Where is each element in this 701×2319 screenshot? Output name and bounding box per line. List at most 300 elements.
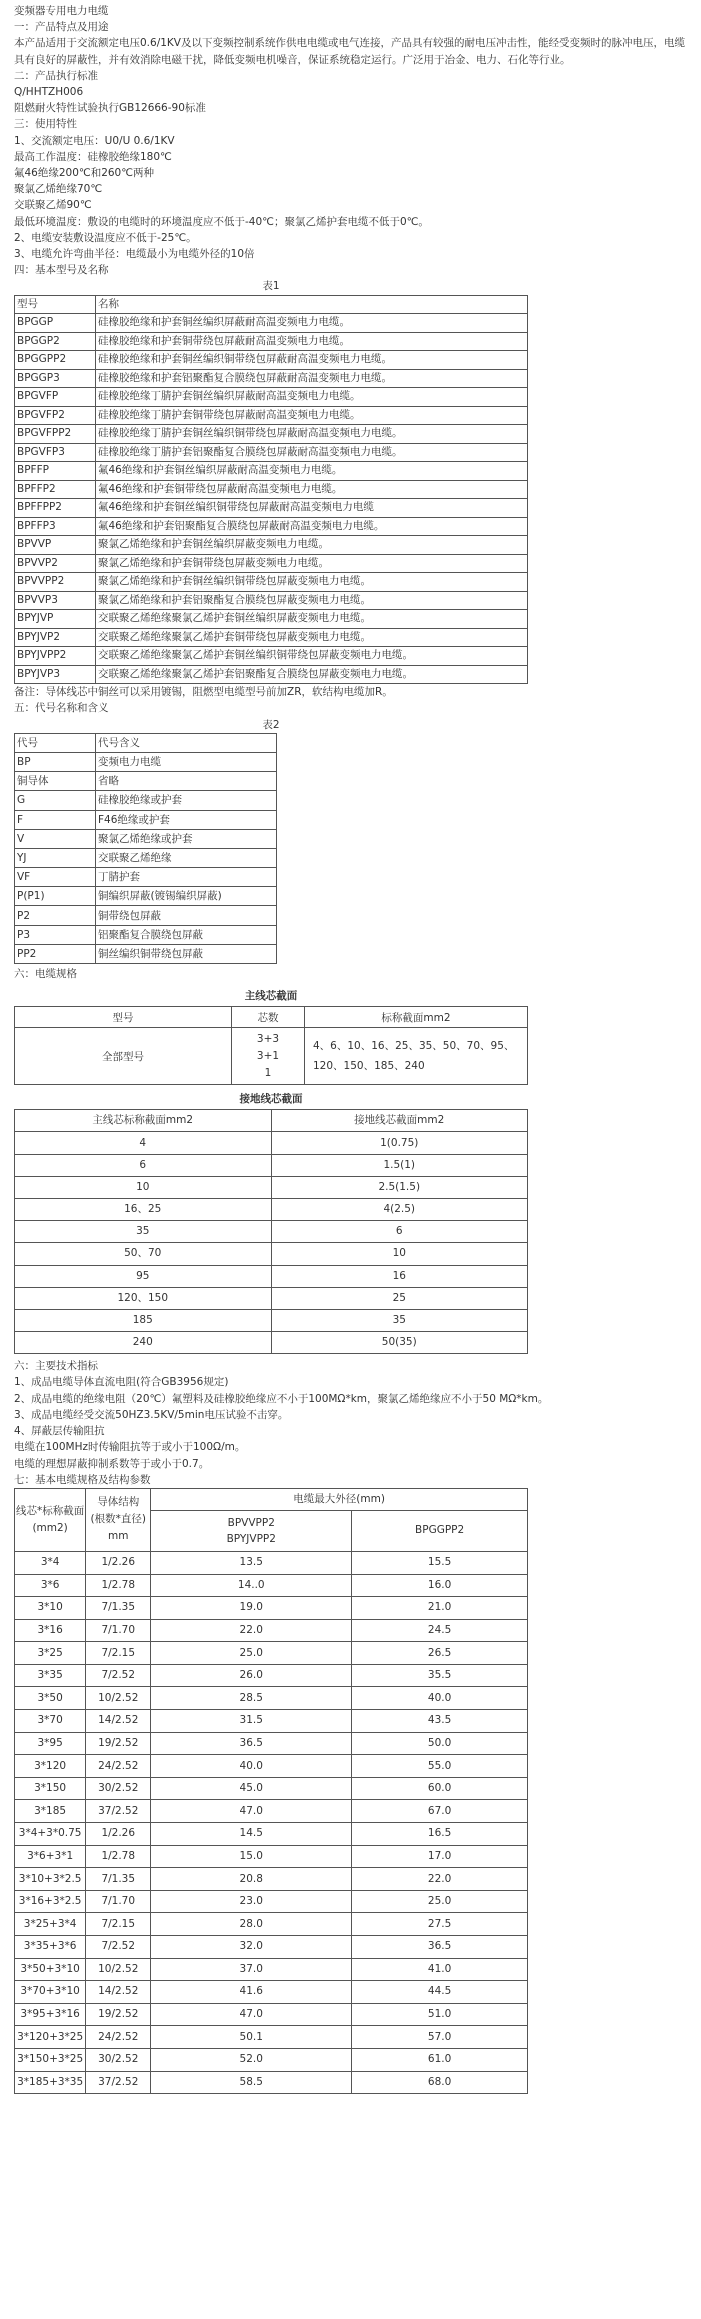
t3-cores	[232, 1028, 305, 1085]
tech-item: 3、成品电缆经受交流50HZ3.5KV/5min电压试验不击穿。	[14, 1408, 289, 1421]
table-row	[15, 1913, 528, 1936]
section-4-heading: 四：基本型号及名称	[14, 264, 109, 277]
t2-code-cell: F	[15, 810, 96, 829]
main-core-title: 主线芯截面	[244, 990, 298, 1003]
t5-spec-cell: 3*10	[15, 1597, 86, 1620]
t5-od-bpvv-cell: 22.0	[151, 1619, 352, 1642]
t5-od-bpvv-cell: 41.6	[151, 1981, 352, 2004]
ground-core-table	[14, 1109, 528, 1354]
table-row	[15, 536, 528, 555]
t5-od-bpvv-cell: 47.0	[151, 2003, 352, 2026]
t4-ground-cell: 50(35)	[271, 1332, 528, 1354]
t5-conductor-cell: 10/2.52	[86, 1687, 151, 1710]
ground-core-title: 接地线芯截面	[239, 1093, 303, 1106]
table-row	[15, 462, 528, 481]
table-row	[15, 351, 528, 370]
t4-ground-cell: 2.5(1.5)	[271, 1176, 528, 1198]
t1-model-cell: BPFFP2	[15, 480, 96, 499]
t1-name-cell: 聚氯乙烯绝缘和护套铜丝编织铜带绕包屏蔽变频电力电缆。	[96, 573, 528, 592]
table-row	[15, 480, 528, 499]
usage-item: 聚氯乙烯绝缘70℃	[14, 183, 103, 196]
table-row	[15, 1332, 528, 1354]
t5-od-bpvv-cell: 47.0	[151, 1800, 352, 1823]
t5-spec-cell: 3*10+3*2.5	[15, 1868, 86, 1891]
table-row	[15, 1687, 528, 1710]
t5-header-conductor	[86, 1488, 151, 1551]
table-row	[15, 554, 528, 573]
t4-main-cell: 185	[15, 1309, 272, 1331]
t5-conductor-cell: 7/1.35	[86, 1597, 151, 1620]
table-row	[15, 1642, 528, 1665]
table-row	[15, 810, 277, 829]
table-row	[15, 1800, 528, 1823]
table-row	[15, 1243, 528, 1265]
table-row	[15, 388, 528, 407]
table-row	[15, 1868, 528, 1891]
t1-model-cell: BPYJVP	[15, 610, 96, 629]
t5-od-bpvv-cell: 45.0	[151, 1777, 352, 1800]
t1-name-cell: 硅橡胶绝缘和护套铜丝编织铜带绕包屏蔽耐高温变频电力电缆。	[96, 351, 528, 370]
t5-od-bpgg-cell: 22.0	[352, 1868, 528, 1891]
t2-meaning-cell: 变频电力电缆	[96, 752, 277, 771]
t5-header-col4: BPGGPP2	[352, 1510, 528, 1551]
t5-od-bpvv-cell: 14.5	[151, 1823, 352, 1846]
t4-main-cell: 240	[15, 1332, 272, 1354]
section-2-heading: 二：产品执行标准	[14, 69, 98, 82]
t5-od-bpgg-cell: 44.5	[352, 1981, 528, 2004]
t4-header-ground: 接地线芯截面mm2	[271, 1110, 528, 1132]
section-1-paragraph: 本产品适用于交流额定电压0.6/1KV及以下变频控制系统作供电电缆或电气连接，产品具有较强的耐电压冲击性，能经受变频时的脉冲电压，电缆具有良好的屏蔽性，并有效消除电磁干扰，降低变频电机噪音，保证系统稳定运行。广泛用于冶金、电力、石化等行业。	[14, 37, 685, 66]
t2-code-cell: PP2	[15, 944, 96, 963]
t4-main-cell: 95	[15, 1265, 272, 1287]
table-row	[15, 665, 528, 684]
section-1-heading: 一：产品特点及用途	[14, 21, 109, 34]
t2-code-cell: BP	[15, 752, 96, 771]
t5-conductor-cell: 7/1.35	[86, 1868, 151, 1891]
t5-od-bpgg-cell: 36.5	[352, 1936, 528, 1959]
t1-model-cell: BPGGP2	[15, 332, 96, 351]
t5-spec-cell: 3*25+3*4	[15, 1913, 86, 1936]
t1-name-cell: 交联聚乙烯绝缘聚氯乙烯护套铜带绕包屏蔽变频电力电缆。	[96, 628, 528, 647]
t5-conductor-cell: 14/2.52	[86, 1981, 151, 2004]
table-row	[15, 1221, 528, 1243]
t5-conductor-cell: 1/2.26	[86, 1823, 151, 1846]
t5-spec-cell: 3*50+3*10	[15, 1958, 86, 1981]
t4-ground-cell: 1.5(1)	[271, 1154, 528, 1176]
t5-conductor-cell: 7/2.52	[86, 1936, 151, 1959]
table-row	[15, 517, 528, 536]
section-3-heading: 三：使用特性	[14, 118, 77, 131]
t5-spec-cell: 3*35+3*6	[15, 1936, 86, 1959]
t3-core: 3+1	[256, 1049, 280, 1062]
table-row	[15, 1132, 528, 1154]
t1-header-name: 名称	[96, 295, 528, 314]
t5-conductor-cell: 7/2.52	[86, 1664, 151, 1687]
table-row	[15, 1664, 528, 1687]
t1-model-cell: BPGVFP3	[15, 443, 96, 462]
t2-meaning-cell: 聚氯乙烯绝缘或护套	[96, 829, 277, 848]
t1-name-cell: 硅橡胶绝缘丁腈护套铝聚酯复合膜绕包屏蔽耐高温变频电力电缆。	[96, 443, 528, 462]
t1-name-cell: 硅橡胶绝缘丁腈护套铜丝编织铜带绕包屏蔽耐高温变频电力电缆。	[96, 425, 528, 444]
table-row	[15, 2048, 528, 2071]
t1-name-cell: 氟46绝缘和护套铝聚酯复合膜绕包屏蔽耐高温变频电力电缆。	[96, 517, 528, 536]
t5-od-bpgg-cell: 51.0	[352, 2003, 528, 2026]
t2-code-cell: V	[15, 829, 96, 848]
t5-od-bpvv-cell: 32.0	[151, 1936, 352, 1959]
t5-od-bpgg-cell: 35.5	[352, 1664, 528, 1687]
t5-od-bpvv-cell: 25.0	[151, 1642, 352, 1665]
t1-model-cell: BPGVFP2	[15, 406, 96, 425]
t3-sections: 4、6、10、16、25、35、50、70、95、120、150、185、240	[305, 1028, 528, 1085]
t1-name-cell: 硅橡胶绝缘和护套铜丝编织屏蔽耐高温变频电力电缆。	[96, 314, 528, 333]
t4-main-cell: 50、70	[15, 1243, 272, 1265]
t5-od-bpgg-cell: 67.0	[352, 1800, 528, 1823]
usage-item: 3、电缆允许弯曲半径：电缆最小为电缆外径的10倍	[14, 248, 255, 261]
tech-item: 2、成品电缆的绝缘电阻（20℃）氟塑料及硅橡胶绝缘应不小于100MΩ*km，聚氯乙烯绝缘应不小于50 MΩ*km。	[14, 1392, 549, 1405]
t4-main-cell: 16、25	[15, 1198, 272, 1220]
t1-name-cell: 聚氯乙烯绝缘和护套铜丝编织屏蔽变频电力电缆。	[96, 536, 528, 555]
t5-od-bpgg-cell: 57.0	[352, 2026, 528, 2049]
t4-main-cell: 120、150	[15, 1287, 272, 1309]
table-row	[15, 887, 277, 906]
t3-core: 1	[264, 1066, 272, 1079]
t5-od-bpgg-cell: 55.0	[352, 1755, 528, 1778]
usage-item: 最高工作温度：硅橡胶绝缘180℃	[14, 150, 172, 163]
t2-code-cell: G	[15, 791, 96, 810]
t1-model-cell: BPYJVP2	[15, 628, 96, 647]
t5-conductor-cell: 7/2.15	[86, 1642, 151, 1665]
t5-od-bpvv-cell: 23.0	[151, 1890, 352, 1913]
t5-od-bpvv-cell: 28.0	[151, 1913, 352, 1936]
t5-spec-cell: 3*150	[15, 1777, 86, 1800]
t5-od-bpgg-cell: 68.0	[352, 2071, 528, 2094]
table-row	[15, 2071, 528, 2094]
t3-core: 3+3	[256, 1032, 280, 1045]
table-row	[15, 868, 277, 887]
table-row	[15, 332, 528, 351]
t2-meaning-cell: 省略	[96, 772, 277, 791]
table-row	[15, 1981, 528, 2004]
table-row	[15, 1597, 528, 1620]
t2-meaning-cell: 铜丝编织铜带绕包屏蔽	[96, 944, 277, 963]
t5-od-bpgg-cell: 16.0	[352, 1574, 528, 1597]
t5-od-bpgg-cell: 61.0	[352, 2048, 528, 2071]
table-row	[15, 1958, 528, 1981]
t1-model-cell: BPYJVPP2	[15, 647, 96, 666]
t1-name-cell: 氟46绝缘和护套铜丝编织铜带绕包屏蔽耐高温变频电力电缆	[96, 499, 528, 518]
t5-spec-cell: 3*70	[15, 1710, 86, 1733]
t5-od-bpgg-cell: 17.0	[352, 1845, 528, 1868]
t5-od-bpgg-cell: 25.0	[352, 1890, 528, 1913]
t5-spec-cell: 3*16	[15, 1619, 86, 1642]
t1-name-cell: 硅橡胶绝缘丁腈护套铜丝编织屏蔽耐高温变频电力电缆。	[96, 388, 528, 407]
tech-item: 1、成品电缆导体直流电阻(符合GB3956规定)	[14, 1376, 229, 1389]
tech-item: 电缆的理想屏蔽抑制系数等于或小于0.7。	[14, 1457, 210, 1470]
t5-conductor-cell: 1/2.26	[86, 1551, 151, 1574]
table-row	[15, 906, 277, 925]
t5-conductor-cell: 30/2.52	[86, 1777, 151, 1800]
table-row	[15, 647, 528, 666]
t4-ground-cell: 1(0.75)	[271, 1132, 528, 1154]
t1-model-cell: BPGVFPP2	[15, 425, 96, 444]
t5-conductor-cell: 14/2.52	[86, 1710, 151, 1733]
t5-spec-cell: 3*95+3*16	[15, 2003, 86, 2026]
t5-conductor-cell: 7/1.70	[86, 1890, 151, 1913]
table-1-caption: 表1	[262, 280, 280, 293]
table-row	[15, 1732, 528, 1755]
t2-meaning-cell: 铜编织屏蔽(镀锡编织屏蔽)	[96, 887, 277, 906]
t3-header-section: 标称截面mm2	[305, 1007, 528, 1028]
t5-spec-cell: 3*25	[15, 1642, 86, 1665]
table-row	[15, 1198, 528, 1220]
t5-conductor-cell: 24/2.52	[86, 1755, 151, 1778]
t5-od-bpvv-cell: 20.8	[151, 1868, 352, 1891]
t5-od-bpvv-cell: 31.5	[151, 1710, 352, 1733]
t5-od-bpgg-cell: 27.5	[352, 1913, 528, 1936]
t1-model-cell: BPFFP	[15, 462, 96, 481]
t5-conductor-cell: 1/2.78	[86, 1574, 151, 1597]
t5-od-bpvv-cell: 40.0	[151, 1755, 352, 1778]
t5-od-bpvv-cell: 36.5	[151, 1732, 352, 1755]
table-row	[15, 1823, 528, 1846]
table-row	[15, 1309, 528, 1331]
table-row	[15, 2026, 528, 2049]
table-row	[15, 314, 528, 333]
t1-model-cell: BPVVP	[15, 536, 96, 555]
t4-header-main: 主线芯标称截面mm2	[15, 1110, 272, 1132]
t5-od-bpvv-cell: 26.0	[151, 1664, 352, 1687]
table-row	[15, 944, 277, 963]
t2-meaning-cell: F46绝缘或护套	[96, 810, 277, 829]
t5-od-bpgg-cell: 21.0	[352, 1597, 528, 1620]
t5-header-cond-line: 导体结构	[97, 1496, 140, 1509]
tech-item: 电缆在100MHz时传输阻抗等于或小于100Ω/m。	[14, 1441, 246, 1454]
t1-model-cell: BPGVFP	[15, 388, 96, 407]
t5-od-bpvv-cell: 52.0	[151, 2048, 352, 2071]
table-row	[15, 1265, 528, 1287]
t5-od-bpvv-cell: 14..0	[151, 1574, 352, 1597]
t5-header-col3-line: BPVVPP2	[227, 1516, 275, 1529]
table-row	[15, 1777, 528, 1800]
t1-name-cell: 交联聚乙烯绝缘聚氯乙烯护套铜丝编织铜带绕包屏蔽变频电力电缆。	[96, 647, 528, 666]
table-row	[15, 1845, 528, 1868]
doc-title: 变频器专用电力电缆	[14, 5, 109, 17]
t2-header-meaning: 代号含义	[96, 733, 277, 752]
table-row	[15, 1287, 528, 1309]
t5-spec-cell: 3*16+3*2.5	[15, 1890, 86, 1913]
t3-model: 全部型号	[15, 1028, 232, 1085]
t5-conductor-cell: 19/2.52	[86, 2003, 151, 2026]
tech-item: 4、屏蔽层传输阻抗	[14, 1425, 105, 1438]
t5-spec-cell: 3*35	[15, 1664, 86, 1687]
t1-header-model: 型号	[15, 295, 96, 314]
table-row	[15, 425, 528, 444]
t1-model-cell: BPFFPP2	[15, 499, 96, 518]
t1-model-cell: BPGGP	[15, 314, 96, 333]
t2-meaning-cell: 交联聚乙烯绝缘	[96, 848, 277, 867]
section-6-heading: 六：电缆规格	[14, 968, 77, 981]
usage-item: 氟46绝缘200℃和260℃两种	[14, 167, 155, 180]
t5-od-bpgg-cell: 41.0	[352, 1958, 528, 1981]
section-7-heading: 七：基本电缆规格及结构参数	[14, 1473, 151, 1486]
t2-header-code: 代号	[15, 733, 96, 752]
t5-od-bpgg-cell: 40.0	[352, 1687, 528, 1710]
t5-od-bpvv-cell: 58.5	[151, 2071, 352, 2094]
t5-spec-cell: 3*6	[15, 1574, 86, 1597]
t5-od-bpvv-cell: 19.0	[151, 1597, 352, 1620]
t5-od-bpgg-cell: 16.5	[352, 1823, 528, 1846]
t3-header-cores: 芯数	[232, 1007, 305, 1028]
t4-ground-cell: 35	[271, 1309, 528, 1331]
t1-name-cell: 硅橡胶绝缘丁腈护套铜带绕包屏蔽耐高温变频电力电缆。	[96, 406, 528, 425]
t5-header-od: 电缆最大外径(mm)	[151, 1488, 528, 1510]
usage-item: 2、电缆安装敷设温度应不低于-25℃。	[14, 231, 197, 244]
t1-model-cell: BPVVP3	[15, 591, 96, 610]
table-row	[15, 1619, 528, 1642]
t1-model-cell: BPVVP2	[15, 554, 96, 573]
t5-header-col3-line: BPYJVPP2	[226, 1532, 276, 1545]
table-row	[15, 406, 528, 425]
t4-main-cell: 4	[15, 1132, 272, 1154]
t4-main-cell: 35	[15, 1221, 272, 1243]
t1-model-cell: BPFFP3	[15, 517, 96, 536]
t5-conductor-cell: 37/2.52	[86, 2071, 151, 2094]
table-row	[15, 2003, 528, 2026]
t5-od-bpvv-cell: 37.0	[151, 1958, 352, 1981]
t5-header-col3	[151, 1510, 352, 1551]
t5-od-bpvv-cell: 13.5	[151, 1551, 352, 1574]
t5-spec-cell: 3*70+3*10	[15, 1981, 86, 2004]
table-2-caption: 表2	[262, 718, 280, 731]
t5-header-spec-line: 线芯*标称截面	[16, 1504, 85, 1517]
t5-od-bpvv-cell: 28.5	[151, 1687, 352, 1710]
table-row	[15, 1890, 528, 1913]
t1-name-cell: 交联聚乙烯绝缘聚氯乙烯护套铜丝编织屏蔽变频电力电缆。	[96, 610, 528, 629]
t2-code-cell: YJ	[15, 848, 96, 867]
usage-item: 最低环境温度：敷设的电缆时的环境温度应不低于-40℃；聚氯乙烯护套电缆不低于0℃。	[14, 215, 429, 228]
t2-meaning-cell: 丁腈护套	[96, 868, 277, 887]
t4-ground-cell: 10	[271, 1243, 528, 1265]
t5-spec-cell: 3*4	[15, 1551, 86, 1574]
t1-name-cell: 氟46绝缘和护套铜丝编织屏蔽耐高温变频电力电缆。	[96, 462, 528, 481]
t5-od-bpgg-cell: 60.0	[352, 1777, 528, 1800]
t5-conductor-cell: 19/2.52	[86, 1732, 151, 1755]
t1-name-cell: 聚氯乙烯绝缘和护套铜带绕包屏蔽变频电力电缆。	[96, 554, 528, 573]
t3-header-model: 型号	[15, 1007, 232, 1028]
t5-spec-cell: 3*95	[15, 1732, 86, 1755]
t2-meaning-cell: 铝聚酯复合膜绕包屏蔽	[96, 925, 277, 944]
table-row	[15, 1574, 528, 1597]
table-row	[15, 1551, 528, 1574]
t2-code-cell: VF	[15, 868, 96, 887]
t2-code-cell: 铜导体	[15, 772, 96, 791]
model-table	[14, 295, 528, 685]
t5-spec-cell: 3*185	[15, 1800, 86, 1823]
table-row	[15, 925, 277, 944]
table-row	[15, 610, 528, 629]
t5-header-cond-line: mm	[108, 1530, 129, 1543]
t5-spec-cell: 3*4+3*0.75	[15, 1823, 86, 1846]
table-row	[15, 791, 277, 810]
t5-header-spec	[15, 1488, 86, 1551]
table-row	[15, 1176, 528, 1198]
t5-header-cond-line: (根数*直径)	[90, 1513, 146, 1526]
t5-spec-cell: 3*150+3*25	[15, 2048, 86, 2071]
usage-item: 1、交流额定电压：U0/U 0.6/1KV	[14, 134, 175, 147]
table-row	[15, 829, 277, 848]
t4-main-cell: 6	[15, 1154, 272, 1176]
t5-conductor-cell: 7/2.15	[86, 1913, 151, 1936]
fire-standard: 阻燃耐火特性试验执行GB12666-90标准	[14, 102, 206, 115]
t1-model-cell: BPYJVP3	[15, 665, 96, 684]
t1-model-cell: BPVVPP2	[15, 573, 96, 592]
table-row	[15, 573, 528, 592]
t4-ground-cell: 4(2.5)	[271, 1198, 528, 1220]
t1-name-cell: 硅橡胶绝缘和护套铜带绕包屏蔽耐高温变频电力电缆。	[96, 332, 528, 351]
t1-name-cell: 聚氯乙烯绝缘和护套铝聚酯复合膜绕包屏蔽变频电力电缆。	[96, 591, 528, 610]
table-row	[15, 848, 277, 867]
table-row	[15, 443, 528, 462]
t5-od-bpgg-cell: 50.0	[352, 1732, 528, 1755]
t5-spec-cell: 3*120	[15, 1755, 86, 1778]
t2-code-cell: P(P1)	[15, 887, 96, 906]
table-row	[15, 772, 277, 791]
tech-index-list	[14, 1374, 687, 1471]
table-row	[15, 1936, 528, 1959]
t5-od-bpgg-cell: 26.5	[352, 1642, 528, 1665]
t5-spec-cell: 3*6+3*1	[15, 1845, 86, 1868]
t5-conductor-cell: 10/2.52	[86, 1958, 151, 1981]
t1-model-cell: BPGGPP2	[15, 351, 96, 370]
t1-model-cell: BPGGP3	[15, 369, 96, 388]
main-core-table	[14, 1006, 528, 1085]
table-row	[15, 591, 528, 610]
t4-ground-cell: 16	[271, 1265, 528, 1287]
table-row	[15, 1755, 528, 1778]
section-5-heading: 五：代号名称和含义	[14, 702, 109, 715]
t5-od-bpgg-cell: 15.5	[352, 1551, 528, 1574]
t4-ground-cell: 25	[271, 1287, 528, 1309]
table-row	[15, 369, 528, 388]
table-row	[15, 499, 528, 518]
t4-ground-cell: 6	[271, 1221, 528, 1243]
t2-meaning-cell: 铜带绕包屏蔽	[96, 906, 277, 925]
t1-name-cell: 交联聚乙烯绝缘聚氯乙烯护套铝聚酯复合膜绕包屏蔽变频电力电缆。	[96, 665, 528, 684]
t5-conductor-cell: 7/1.70	[86, 1619, 151, 1642]
t5-conductor-cell: 24/2.52	[86, 2026, 151, 2049]
table-row	[15, 1710, 528, 1733]
t5-spec-cell: 3*185+3*35	[15, 2071, 86, 2094]
t2-meaning-cell: 硅橡胶绝缘或护套	[96, 791, 277, 810]
t5-spec-cell: 3*120+3*25	[15, 2026, 86, 2049]
t1-name-cell: 氟46绝缘和护套铜带绕包屏蔽耐高温变频电力电缆。	[96, 480, 528, 499]
standard-code: Q/HHTZH006	[14, 86, 84, 99]
usage-item: 交联聚乙烯90℃	[14, 199, 92, 212]
t2-code-cell: P2	[15, 906, 96, 925]
t5-od-bpvv-cell: 50.1	[151, 2026, 352, 2049]
t5-spec-cell: 3*50	[15, 1687, 86, 1710]
t5-conductor-cell: 30/2.52	[86, 2048, 151, 2071]
t5-od-bpvv-cell: 15.0	[151, 1845, 352, 1868]
table-1-note: 备注：导体线芯中铜丝可以采用镀锡，阻燃型电缆型号前加ZR，软结构电缆加R。	[14, 686, 393, 699]
code-table	[14, 733, 277, 964]
t1-name-cell: 硅橡胶绝缘和护套铝聚酯复合膜绕包屏蔽耐高温变频电力电缆。	[96, 369, 528, 388]
table-row	[15, 752, 277, 771]
t5-conductor-cell: 37/2.52	[86, 1800, 151, 1823]
table-row	[15, 628, 528, 647]
t5-header-spec-line: (mm2)	[32, 1521, 68, 1534]
t2-code-cell: P3	[15, 925, 96, 944]
